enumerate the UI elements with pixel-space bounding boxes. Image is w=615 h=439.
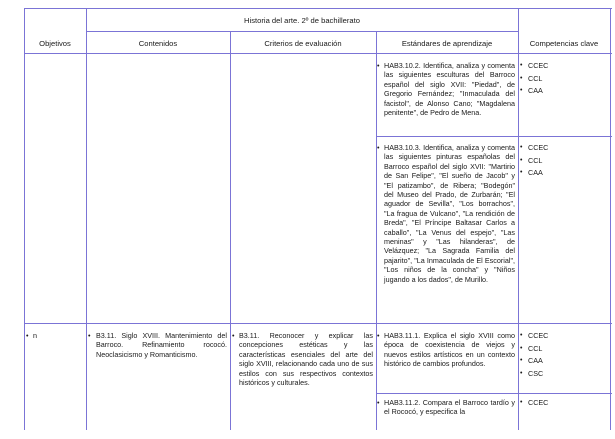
bullet-marker: •	[232, 331, 235, 340]
header-competencias: Competencias clave	[529, 39, 599, 48]
competencias-list	[520, 61, 548, 99]
bullet-marker: •	[377, 61, 380, 70]
bullet-marker: •	[88, 331, 91, 340]
estandar-hab3-11-1: HAB3.11.1. Explica el siglo XVIII como época de coexistencia de viejos y nuevos estilos artísticos en un contexto histórico de cambios profundos.	[384, 331, 515, 369]
competencia-item: • CAA	[520, 356, 548, 369]
header-criterios: Criterios de evaluación	[264, 39, 342, 48]
bullet-marker: •	[377, 331, 380, 340]
competencia-item: • CCL	[520, 344, 548, 357]
estandar-hab3-10-2: HAB3.10.2. Identifica, analiza y comenta las siguientes esculturas del Barroco español del siglo XVII: "Piedad", de Gregorio Fernández; "Inmaculada del facistol", de Alonso Cano; "Magdalena penitente", de Pedro de Mena.	[384, 61, 515, 118]
competencia-item: • CCEC	[520, 143, 548, 156]
criterio-b3-11: B3.11. Reconocer y explicar las concepciones estéticas y las características esenciales del arte del siglo XVIII, relacionando cada uno de sus estilos con sus respectivos contextos históricos y culturales.	[239, 331, 373, 388]
competencias-list	[520, 331, 548, 382]
competencia-item: • CCEC	[520, 61, 548, 74]
header-estandares: Estándares de aprendizaje	[401, 39, 493, 48]
competencia-item: • CCL	[520, 74, 548, 87]
competencia-item: • CAA	[520, 86, 548, 99]
objetivo-n: n	[33, 331, 37, 340]
competencia-item: • CCEC	[520, 398, 548, 411]
competencia-item: • CSC	[520, 369, 548, 382]
table-title: Historia del arte. 2º de bachillerato	[244, 16, 360, 25]
competencia-item: • CAA	[520, 168, 548, 181]
competencia-item: • CCL	[520, 156, 548, 169]
header-contenidos: Contenidos	[138, 39, 178, 48]
competencias-list	[520, 143, 548, 181]
competencias-list	[520, 398, 548, 411]
estandar-hab3-11-2: HAB3.11.2. Compara el Barroco tardío y el Rococó, y especifica la	[384, 398, 515, 417]
contenido-b3-11: B3.11. Siglo XVIII. Mantenimiento del Barroco. Refinamiento rococó. Neoclasicismo y Romanticismo.	[96, 331, 227, 359]
bullet-marker: •	[377, 398, 380, 407]
estandar-hab3-10-3: HAB3.10.3. Identifica, analiza y comenta las siguientes pinturas españolas del Barroco español del siglo XVII: "Martirio de San Felipe", "El sueño de Jacob" y "El patizambo", de Ribera; "Bodegón" del Museo del Prado, de Zurbarán; "El aguador de Sevilla", "Los borrachos", "La fragua de Vulcano", "La rendición de Breda", "El Príncipe Baltasar Carlos a caballo", "La Venus del espejo", "Las meninas" y "Las hilanderas", de Velázquez; "La Sagrada Familia del pajarito", "La Inmaculada de El Escorial", "Los niños de la concha" y "Niños jugando a los dados", de Murillo.	[384, 143, 515, 284]
bullet-marker: •	[26, 331, 29, 340]
bullet-marker: •	[377, 143, 380, 152]
competencia-item: • CCEC	[520, 331, 548, 344]
header-objetivos: Objetivos	[39, 39, 71, 48]
